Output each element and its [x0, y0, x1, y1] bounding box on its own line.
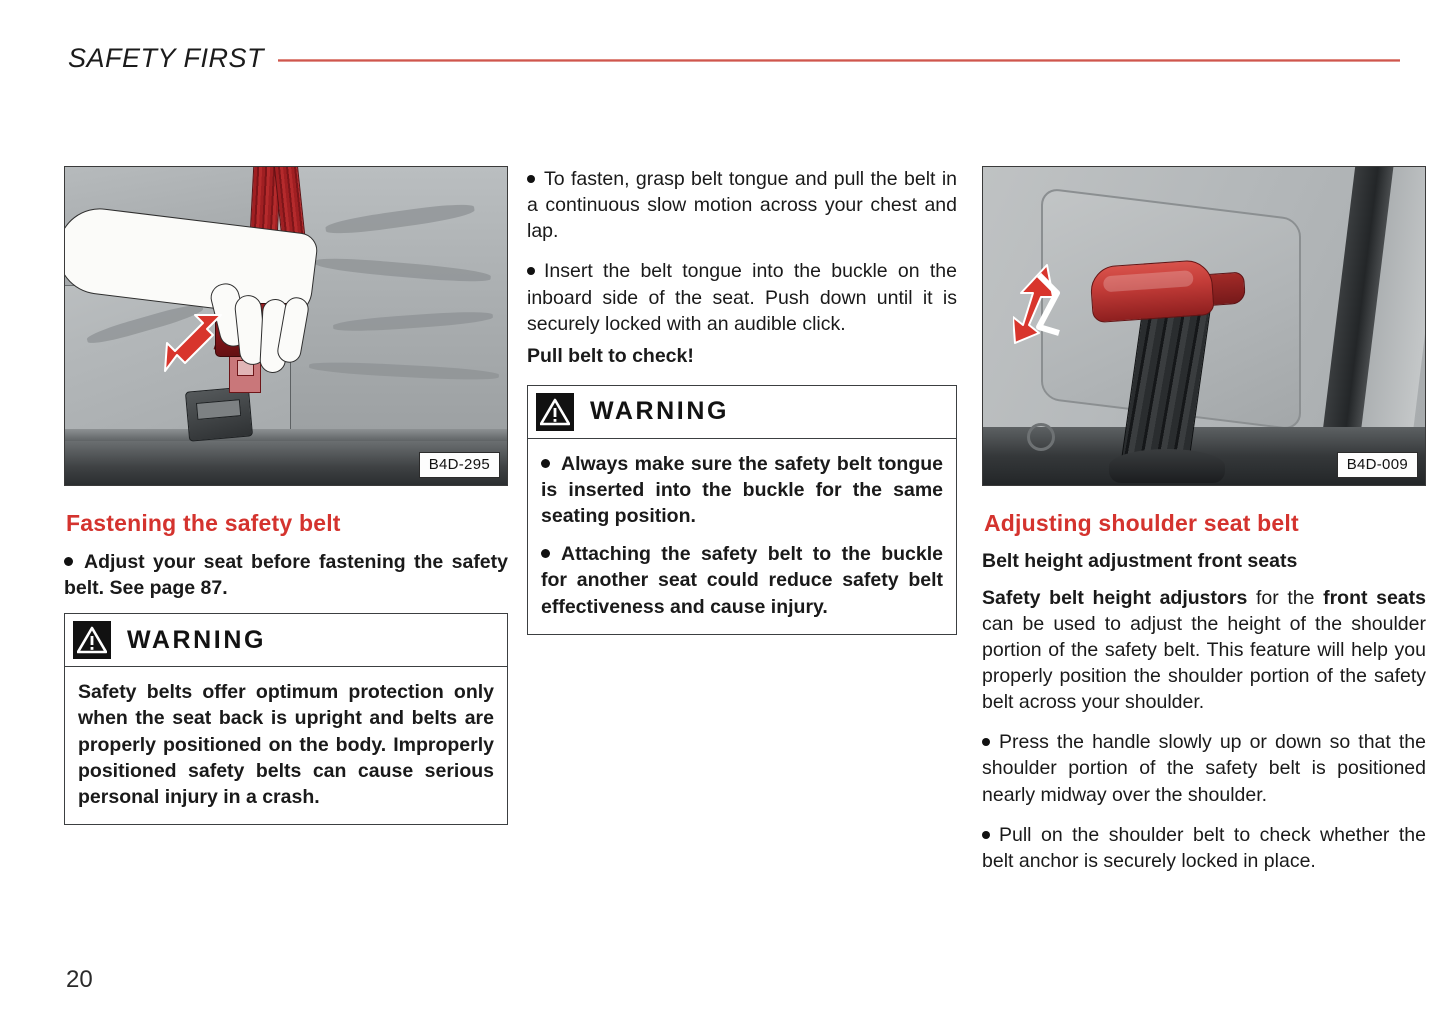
- bullet-icon: [541, 459, 550, 468]
- warning-paragraph-2: [541, 541, 943, 619]
- fastening-safety-belt-figure: [64, 166, 508, 486]
- figure-caption: B4D-009: [1337, 452, 1418, 478]
- right-column: [982, 166, 1426, 874]
- warning-box-middle: [527, 385, 957, 635]
- left-bullet-paragraph: [64, 549, 508, 601]
- middle-bullet-1: [527, 166, 957, 244]
- bullet-icon: [64, 557, 73, 566]
- section-heading-fastening: Fastening the safety belt: [66, 510, 341, 536]
- intro-bold-1: Safety belt height adjustors: [982, 586, 1248, 609]
- seat-rail-lip: [65, 429, 507, 441]
- right-bullet-2-text: Pull on the shoulder belt to check whether the belt anchor is securely locked in place.: [982, 823, 1426, 872]
- intro-tail: can be used to adjust the height of the shoulder portion of the safety belt. This feature will help you properly position the shoulder portion of the safety belt across your shoulder.: [982, 612, 1426, 714]
- page-number: 20: [66, 966, 93, 993]
- figure-caption: B4D-295: [419, 452, 500, 478]
- warning-header: [65, 614, 507, 667]
- seat-cushion: [290, 167, 508, 429]
- warning-paragraph: Safety belts offer optimum protection only when the seat back is upright and belts are properly positioned on the body. Improperly positioned safety belts can cause serious personal injury in a crash.: [78, 681, 494, 808]
- bullet-icon: [982, 831, 990, 839]
- right-bullet-1-text: Press the handle slowly up or down so that the shoulder portion of the safety belt is positioned nearly midway over the shoulder.: [982, 731, 1426, 806]
- shoulder-belt-adjuster-figure: [982, 166, 1426, 486]
- header-rule: [278, 59, 1400, 62]
- middle-bullet-2-text: Insert the belt tongue into the buckle on the inboard side of the seat. Push down until it is securely locked with an audible click.: [527, 260, 957, 335]
- page-header: [68, 38, 1400, 78]
- warning-box-left: [64, 613, 508, 825]
- bullet-icon: [541, 549, 550, 558]
- warning-paragraph-1-text: Always make sure the safety belt tongue is inserted into the buckle for the same seating position.: [541, 452, 943, 528]
- middle-column: [527, 166, 957, 635]
- warning-paragraph-1: [541, 451, 943, 529]
- right-bullet-2: [982, 822, 1426, 874]
- sill-hook: [1027, 423, 1055, 451]
- warning-triangle-icon: [73, 621, 111, 659]
- section-heading-adjusting: Adjusting shoulder seat belt: [984, 510, 1299, 536]
- page-title: SAFETY FIRST: [68, 42, 265, 73]
- right-bullet-1: [982, 729, 1426, 807]
- warning-header: [528, 386, 956, 439]
- down-left-arrow-icon: [163, 313, 223, 373]
- middle-emphasis: Pull belt to check!: [527, 344, 694, 367]
- warning-triangle-icon: [536, 393, 574, 431]
- left-column: [64, 166, 508, 825]
- left-bullet-text: Adjust your seat before fastening the safety belt. See page 87.: [64, 551, 508, 600]
- belt-receptacle: [185, 386, 253, 441]
- belt-loop: [1109, 449, 1225, 483]
- bullet-icon: [527, 267, 535, 275]
- intro-mid: for the: [1247, 586, 1324, 609]
- bullet-icon: [527, 175, 535, 183]
- right-intro-paragraph: [982, 585, 1426, 716]
- warning-label: WARNING: [127, 625, 267, 654]
- warning-label: WARNING: [590, 397, 730, 426]
- subheading-belt-height-adjustment: Belt height adjustment front seats: [982, 550, 1298, 572]
- warning-paragraph-2-text: Attaching the safety belt to the buckle for another seat could reduce safety belt effectiveness and cause injury.: [541, 543, 943, 618]
- warning-body: [528, 439, 956, 634]
- middle-bullet-1-text: To fasten, grasp belt tongue and pull the belt in a continuous slow motion across your chest and lap.: [527, 168, 957, 243]
- middle-bullet-2: [527, 258, 957, 336]
- belt-height-adjuster-handle: [1089, 259, 1215, 323]
- warning-body: [65, 667, 507, 824]
- up-down-double-arrow-icon: [1013, 263, 1087, 345]
- bullet-icon: [982, 738, 990, 746]
- intro-bold-2: front seats: [1323, 586, 1426, 609]
